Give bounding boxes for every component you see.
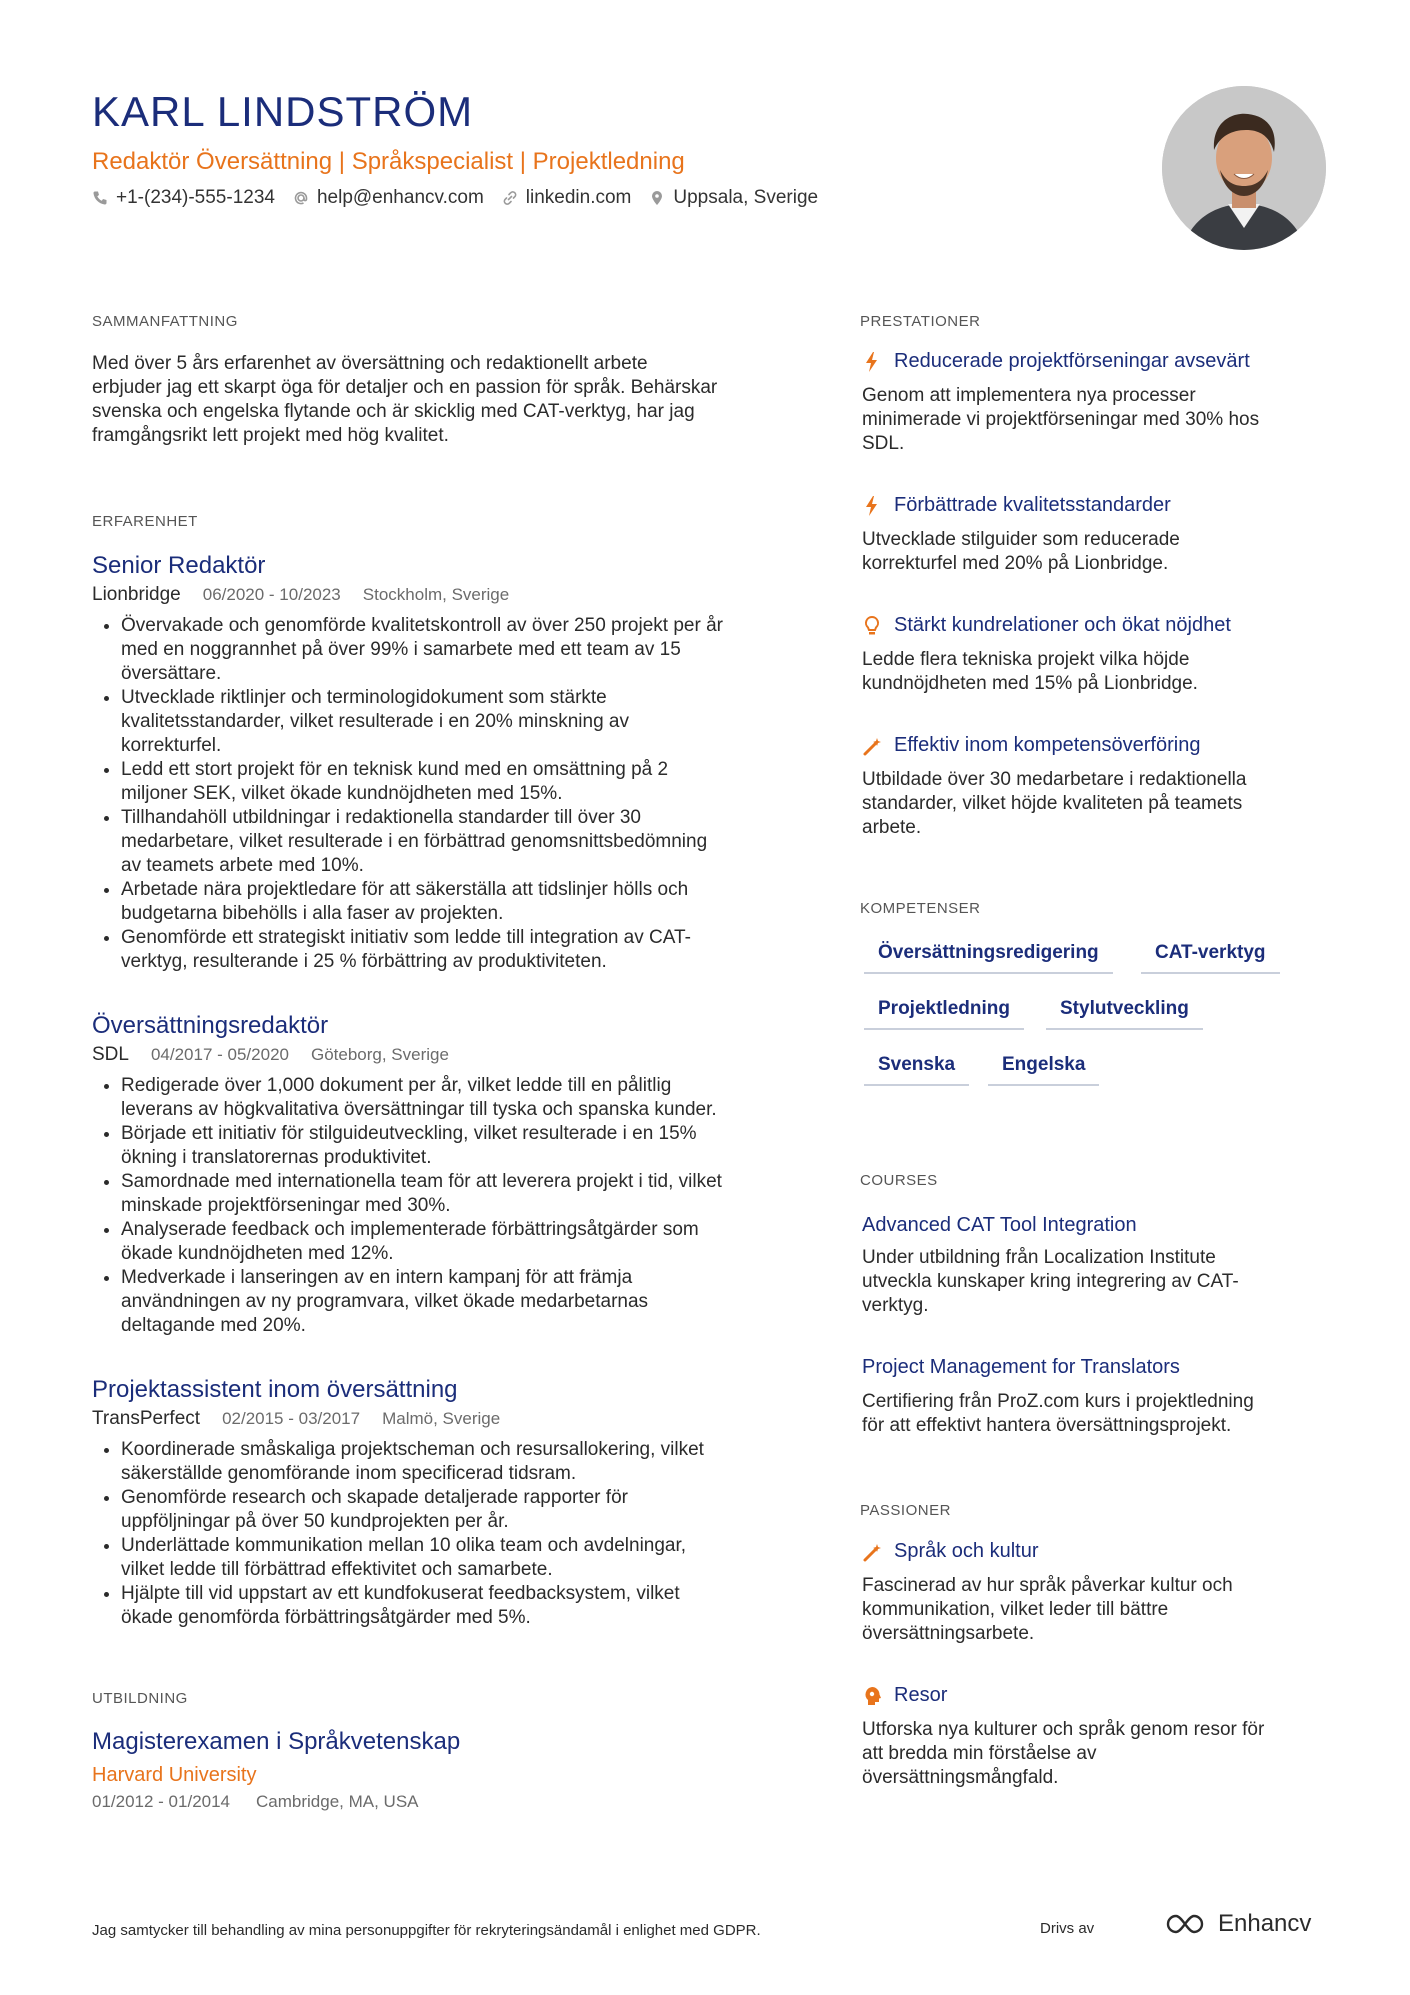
job-dates: 04/2017 - 05/2020: [150, 1045, 289, 1064]
job-location: Göteborg, Sverige: [310, 1045, 449, 1064]
education-heading: UTBILDNING: [92, 1690, 188, 1707]
at-icon: [293, 190, 309, 206]
job-bullets: [94, 1074, 722, 1338]
job-bullet: • Samordnade med internationella team för att leverera projekt i tid, vilket minskade projektförseningar med 30%.: [121, 1170, 722, 1218]
job-title: Översättningsredaktör: [92, 1012, 329, 1039]
contact-phone[interactable]: [92, 187, 275, 209]
head-icon: [862, 1685, 882, 1707]
job-bullet: • Ledd ett stort projekt för en teknisk kund med en omsättning på 2 miljoner SEK, vilket ökade kundnöjdheten med 15%.: [121, 758, 723, 806]
job-bullet: • Analyserade feedback och implementerade förbättringsåtgärder som ökade kundnöjdheten med 12%.: [121, 1218, 722, 1266]
job-company: TransPerfect: [92, 1408, 201, 1429]
achievement-title: Effektiv inom kompetensöverföring: [862, 734, 1200, 757]
powered-by-label: Drivs av: [1040, 1920, 1095, 1937]
job-bullet: • Redigerade över 1,000 dokument per år, vilket ledde till en pålitlig leverans av högkvalitativa översättningar till tyska och spanska kunder.: [121, 1074, 722, 1122]
avatar: [1162, 86, 1326, 250]
experience-heading: ERFARENHET: [92, 513, 198, 530]
job-bullet: • Medverkade i lanseringen av en intern kampanj för att främja användningen av ny programvara, vilket ökade medarbetarnas deltagande med 20%.: [121, 1266, 722, 1338]
contact-linkedin[interactable]: [502, 187, 632, 209]
bolt-icon: [862, 351, 882, 373]
passion-desc: Utforska nya kulturer och språk genom resor för att bredda min förståelse av översättningsmångfald.: [862, 1719, 1265, 1788]
education-degree: Magisterexamen i Språkvetenskap: [92, 1728, 461, 1755]
course-title: Advanced CAT Tool Integration: [862, 1214, 1137, 1236]
job-bullet: • Övervakade och genomförde kvalitetskontroll av över 250 projekt per år med en noggrannhet på över 99% i samarbete med ett team av 15 översättare.: [121, 614, 723, 686]
job-meta: [92, 584, 509, 606]
candidate-tagline: Redaktör Översättning | Språkspecialist | Projektledning: [92, 148, 685, 175]
education-meta: [92, 1792, 419, 1812]
course-title: Project Management for Translators: [862, 1356, 1180, 1378]
skill-tag: Översättningsredigering: [864, 942, 1113, 974]
achievement-desc: Utbildade över 30 medarbetare i redaktionella standarder, vilket höjde kvaliteten på teamets arbete.: [862, 769, 1247, 838]
job-bullet: • Hjälpte till vid uppstart av ett kundfokuserat feedbacksystem, vilket ökade genomförda förbättringsåtgärder med 5%.: [121, 1582, 704, 1630]
summary-heading: SAMMANFATTNING: [92, 313, 238, 330]
email-text: help@enhancv.com: [316, 187, 484, 208]
job-company: Lionbridge: [92, 584, 181, 605]
job-bullet: • Genomförde research och skapade detaljerade rapporter för uppföljningar på över 50 kundprojekten per år.: [121, 1486, 704, 1534]
skills-heading: KOMPETENSER: [860, 900, 981, 917]
job-bullets: [94, 614, 723, 974]
link-icon: [502, 190, 518, 206]
skill-tag: Projektledning: [864, 998, 1024, 1030]
course-desc: Under utbildning från Localization Institute utveckla kunskaper kring integrering av CAT- verktyg.: [862, 1247, 1239, 1316]
achievement-title: Reducerade projektförseningar avsevärt: [862, 350, 1250, 373]
summary-line: svenska och engelska flytande och är skicklig med CAT-verktyg, har jag: [92, 401, 695, 422]
education-school: Harvard University: [92, 1764, 257, 1786]
job-title: Projektassistent inom översättning: [92, 1376, 458, 1403]
job-meta: [92, 1044, 449, 1066]
contact-row: [92, 187, 818, 209]
magic-wand-icon: [862, 1541, 882, 1563]
job-bullets: [94, 1438, 704, 1630]
summary-text: [92, 352, 717, 448]
job-location: Malmö, Sverige: [382, 1409, 501, 1428]
location-text: Uppsala, Sverige: [673, 187, 819, 208]
magic-wand-icon: [862, 735, 882, 757]
job-title: Senior Redaktör: [92, 552, 266, 579]
achievement-desc: Ledde flera tekniska projekt vilka höjde kundnöjdheten med 15% på Lionbridge.: [862, 649, 1198, 694]
location-pin-icon: [649, 190, 665, 206]
job-bullet: • Började ett initiativ för stilguideutveckling, vilket resulterade i en 15% ökning i translatorernas produktivitet.: [121, 1122, 722, 1170]
contact-location: [649, 187, 818, 209]
job-bullet: • Genomförde ett strategiskt initiativ som ledde till integration av CAT- verktyg, resulterande i 25 % förbättring av produktiviteten.: [121, 926, 723, 974]
job-bullet: • Tillhandahöll utbildningar i redaktionella standarder till över 30 medarbetare, vilket resulterade i en förbättrad genomsnittsbedömning av teamets arbete med 10%.: [121, 806, 723, 878]
passion-desc: Fascinerad av hur språk påverkar kultur och kommunikation, vilket leder till bättre översättningsarbete.: [862, 1575, 1233, 1644]
summary-line: framgångsrikt lett projekt med hög kvalitet.: [92, 425, 449, 446]
job-dates: 02/2015 - 03/2017: [222, 1409, 361, 1428]
skill-tag: Stylutveckling: [1046, 998, 1203, 1030]
brand-name: Enhancv: [1218, 1910, 1312, 1937]
passions-heading: PASSIONER: [860, 1502, 951, 1519]
job-company: SDL: [92, 1044, 129, 1065]
courses-heading: COURSES: [860, 1172, 938, 1189]
job-location: Stockholm, Sverige: [362, 585, 510, 604]
education-dates: 01/2012 - 01/2014: [92, 1792, 231, 1811]
course-desc: Certifiering från ProZ.com kurs i projektledning för att effektivt hantera översättningsprojekt.: [862, 1391, 1254, 1436]
summary-line: erbjuder jag ett skarpt öga för detaljer och en passion för språk. Behärskar: [92, 377, 718, 398]
lightbulb-icon: [862, 615, 882, 637]
brand-logo[interactable]: [1162, 1910, 1311, 1938]
job-bullet: • Arbetade nära projektledare för att säkerställa att tidslinjer hölls och budgetarna bibehölls i alla faser av projekten.: [121, 878, 723, 926]
skill-tag: Engelska: [988, 1054, 1099, 1086]
job-bullet: • Koordinerade småskaliga projektscheman och resursallokering, vilket säkerställde genomförande inom specificerad tidsram.: [121, 1438, 704, 1486]
phone-text: +1-(234)-555-1234: [116, 187, 275, 208]
job-meta: [92, 1408, 500, 1430]
enhancv-logo-icon: [1162, 1912, 1208, 1936]
achievements-heading: PRESTATIONER: [860, 313, 981, 330]
achievement-title: Förbättrade kvalitetsstandarder: [862, 494, 1171, 517]
candidate-name: KARL LINDSTRÖM: [92, 88, 474, 135]
linkedin-text: linkedin.com: [525, 187, 632, 208]
skill-tag: CAT-verktyg: [1141, 942, 1280, 974]
bolt-icon: [862, 495, 882, 517]
gdpr-consent: Jag samtycker till behandling av mina personuppgifter för rekryteringsändamål i enlighet med GDPR.: [92, 1922, 761, 1939]
achievement-desc: Utvecklade stilguider som reducerade korrekturfel med 20% på Lionbridge.: [862, 529, 1180, 574]
education-location: Cambridge, MA, USA: [256, 1792, 419, 1811]
job-dates: 06/2020 - 10/2023: [202, 585, 341, 604]
job-bullet: • Underlättade kommunikation mellan 10 olika team och avdelningar, vilket ledde till förbättrad effektivitet och samarbete.: [121, 1534, 704, 1582]
summary-line: Med över 5 års erfarenhet av översättning och redaktionellt arbete: [92, 353, 648, 374]
skill-tag: Svenska: [864, 1054, 969, 1086]
achievement-title: Stärkt kundrelationer och ökat nöjdhet: [862, 614, 1231, 637]
contact-email[interactable]: [293, 187, 484, 209]
phone-icon: [92, 190, 108, 206]
job-bullet: • Utvecklade riktlinjer och terminologidokument som stärkte kvalitetsstandarder, vilket resulterade i en 20% minskning av korrekturfel.: [121, 686, 723, 758]
passion-title: Språk och kultur: [862, 1540, 1039, 1563]
passion-title: Resor: [862, 1684, 947, 1707]
achievement-desc: Genom att implementera nya processer minimerade vi projektförseningar med 30% hos SDL.: [862, 385, 1260, 454]
